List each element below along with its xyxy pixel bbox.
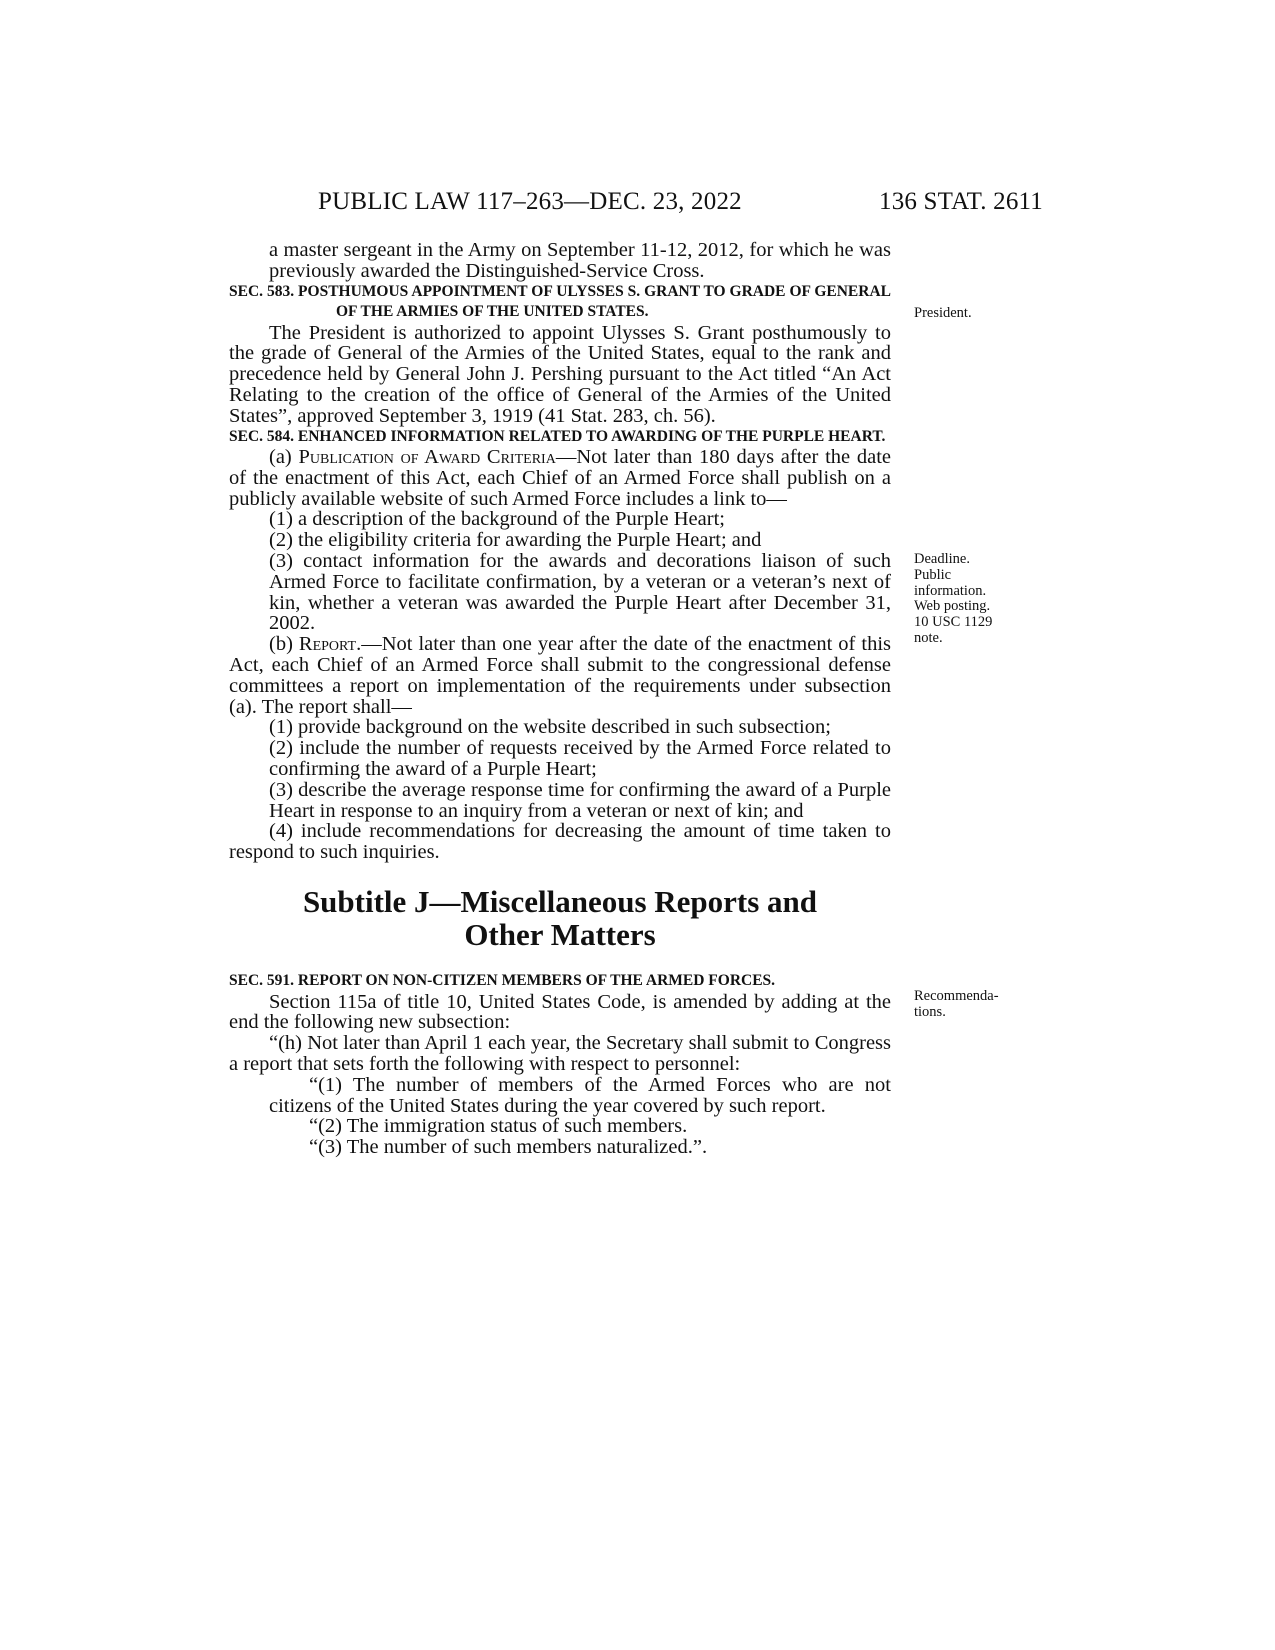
sec-584-heading: SEC. 584. ENHANCED INFORMATION RELATED TO AWARDING OF THE PURPLE HEART. <box>229 427 886 445</box>
margin-note-line: President. <box>914 305 972 321</box>
list-item: (2) include the number of requests received by the Armed Force related to confirming the award of a Purple Heart; <box>269 737 891 781</box>
list-item: “(3) The number of such members naturalized.”. <box>309 1136 708 1159</box>
list-item: (1) a description of the background of the Purple Heart; <box>269 508 725 531</box>
margin-note-line: Deadline. <box>914 551 970 567</box>
intro-paragraph: a master sergeant in the Army on September 11-12, 2012, for which he was previously awarded the Distinguished-Service Cross. <box>269 239 891 282</box>
main-column <box>229 240 891 1158</box>
subsection-a-caption: Publication of Award Criteria <box>298 446 556 469</box>
list-item: (1) provide background on the website described in such subsection; <box>269 716 831 739</box>
sec-583-heading: SEC. 583. POSTHUMOUS APPOINTMENT OF ULYSSES S. GRANT TO GRADE OF GENERAL OF THE ARMIES OF THE UNITED STATES. <box>229 282 891 321</box>
margin-note-line: Public <box>914 566 952 583</box>
subsection-a-text: —Not later than 180 days after the date of the enactment of this Act, each Chief of an Armed Force shall publish on a publicly available website of such Armed Force includes a link to— <box>229 446 892 510</box>
margin-note-line: information. <box>914 582 987 599</box>
sec-583-text: The President is authorized to appoint Ulysses S. Grant posthumously to the grade of General of the Armies of the United States, equal to the rank and precedence held by General John J. Pershing pursuant to the Act titled “An Act Relating to the creation of the office of General of the Armies of the United States”, approved September 3, 1919 (41 Stat. 283, ch. 56). <box>229 321 891 427</box>
list-item: (4) include recommendations for decreasing the amount of time taken to respond to such inquiries. <box>229 820 891 864</box>
margin-note-line: 10 USC 1129 <box>914 614 993 631</box>
list-item: “(1) The number of members of the Armed Forces who are not citizens of the United States during the year covered by such report. <box>269 1073 891 1117</box>
margin-note-recommendations <box>914 989 1034 1021</box>
list-item: “(2) The immigration status of such members. <box>309 1115 688 1138</box>
margin-note-line: note. <box>914 629 943 646</box>
sec-584-b-paragraph <box>229 634 891 717</box>
margin-note-line: tions. <box>914 1003 946 1020</box>
subtitle-line-2: Other Matters <box>464 917 656 953</box>
sec-591-heading: SEC. 591. REPORT ON NON-CITIZEN MEMBERS OF THE ARMED FORCES. <box>229 972 776 990</box>
subtitle-line-1: Subtitle J—Miscellaneous Reports and <box>302 884 818 920</box>
statute-page-number: 136 STAT. 2611 <box>879 188 1043 215</box>
margin-note-deadline <box>914 552 1034 647</box>
subsection-b-caption: Report <box>298 633 357 656</box>
sec-591-text: Section 115a of title 10, United States Code, is amended by adding at the end the following new subsection: <box>229 990 891 1034</box>
margin-note-line: Web posting. <box>914 598 991 615</box>
subsection-b-prefix: (b) <box>269 633 293 656</box>
margin-note-line: Recommenda- <box>914 988 999 1004</box>
subsection-a-prefix: (a) <box>269 446 292 469</box>
list-item: (2) the eligibility criteria for awarding the Purple Heart; and <box>269 529 762 552</box>
sec-584-a-paragraph <box>229 447 891 509</box>
list-item: (3) describe the average response time for confirming the award of a Purple Heart in response to an inquiry from a veteran or next of kin; and <box>269 778 891 822</box>
subtitle-heading <box>229 885 891 951</box>
subsection-b-text: .—Not later than one year after the date of the enactment of this Act, each Chief of an Armed Force shall submit to the congressional defense committees a report on implementation of the requirements under subsection (a). The report shall— <box>229 633 891 718</box>
list-item: (3) contact information for the awards and decorations liaison of such Armed Force to facilitate confirmation, by a veteran or a veteran’s next of kin, whether a veteran was awarded the Purple Heart after December 31, 2002. <box>269 550 891 635</box>
subsection-h-text: “(h) Not later than April 1 each year, the Secretary shall submit to Congress a report that sets forth the following with respect to personnel: <box>229 1032 891 1075</box>
running-title: PUBLIC LAW 117–263—DEC. 23, 2022 <box>318 188 742 215</box>
margin-note-president <box>914 306 1034 322</box>
